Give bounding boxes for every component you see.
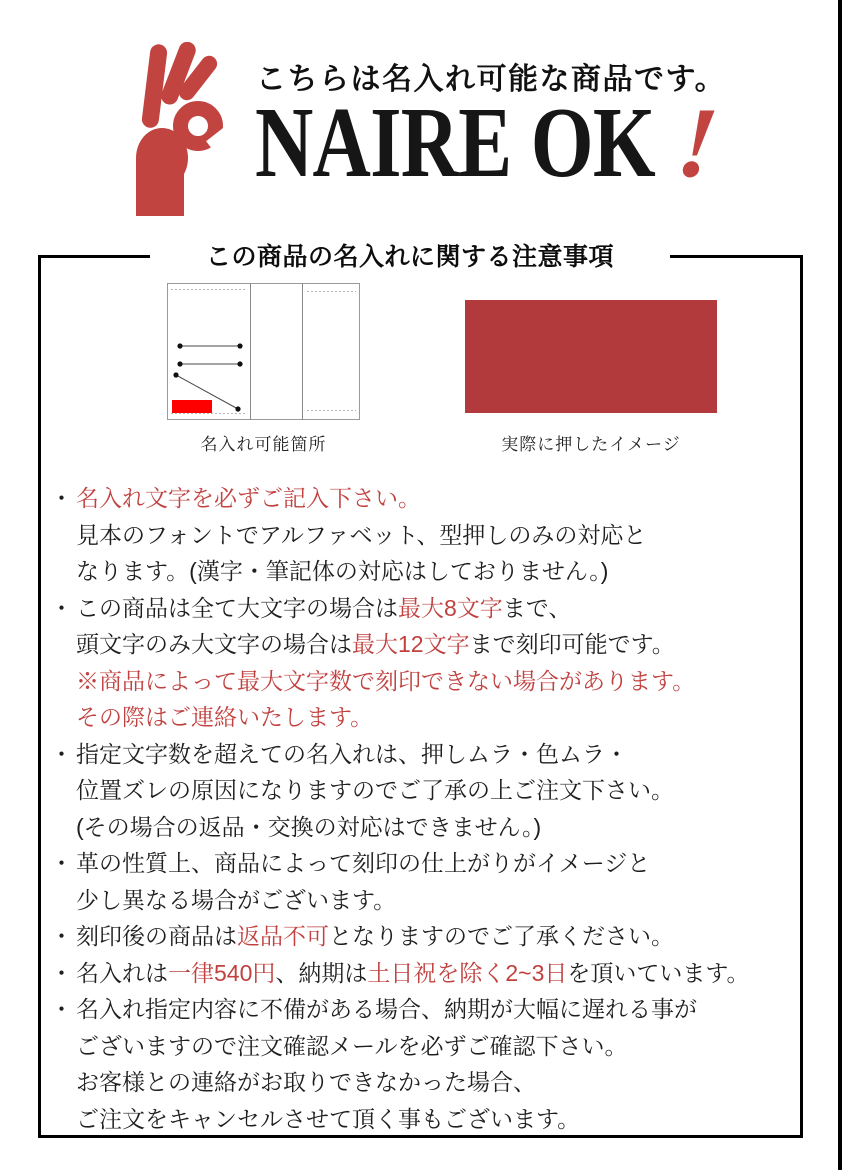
right-edge-line: [838, 0, 842, 1170]
cover-outline: [168, 284, 360, 420]
bullet-dot: ・: [50, 594, 73, 621]
text-segment: (その場合の返品・交換の対応はできません。): [76, 813, 542, 840]
bullet-dot: ・: [50, 959, 73, 986]
bullet-line: [50, 955, 798, 992]
bullet-line: [50, 480, 798, 517]
text-segment: 一律540円: [168, 959, 276, 986]
bullet-line: [50, 809, 798, 846]
notice-title: この商品の名入れに関する注意事項: [150, 239, 670, 275]
text-segment: 指定文字数を超えての名入れは、押しムラ・色ムラ・: [76, 740, 628, 767]
text-segment: 少し異なる場合がございます。: [76, 886, 397, 913]
placement-caption: 名入れ可能箇所: [200, 435, 327, 454]
text-segment: 位置ズレの原因になりますのでご了承の上ご注文下さい。: [76, 777, 674, 803]
text-segment: を頂いています。: [567, 959, 750, 986]
text-segment: 名入れ指定内容に不備がある場合、納期が大幅に遅れる事が: [76, 996, 697, 1022]
bullet-line: [50, 918, 798, 955]
bullet-dot: ・: [50, 850, 73, 876]
bullet-dot: ・: [50, 485, 73, 511]
text-segment: なります。(漢字・筆記体の対応はしておりません。): [76, 558, 609, 584]
bullet-line: [50, 1064, 798, 1101]
brand-exclamation: !: [672, 87, 723, 198]
text-segment: 最大12文字: [352, 631, 470, 657]
ok-hand-icon: [126, 42, 242, 216]
text-segment: まで、: [502, 594, 572, 621]
text-segment: ございますので注文確認メールを必ずご確認下さい。: [76, 1032, 628, 1059]
text-segment: その際はご連絡いたします。: [76, 704, 374, 730]
bullet-line: [50, 626, 798, 663]
text-segment: 見本のフォントでアルファベット、型押しのみの対応と: [76, 521, 647, 548]
placement-marker: [172, 400, 212, 413]
placement-diagram: [167, 283, 360, 420]
text-segment: となりますのでご了承ください。: [329, 923, 674, 949]
bullet-line: [50, 699, 798, 736]
bullet-dot: ・: [50, 740, 73, 767]
bullet-line: [50, 736, 798, 773]
text-segment: 名入れは: [76, 959, 168, 986]
notice-bullet-list: [50, 480, 798, 1137]
bullet-line: [50, 991, 798, 1028]
bullet-line: [50, 845, 798, 882]
bullet-line: [50, 590, 798, 627]
text-segment: 革の性質上、商品によって刻印の仕上がりがイメージと: [76, 850, 651, 876]
brand-name: NAIRE OK: [255, 86, 655, 198]
text-segment: ※商品によって最大文字数で刻印できない場合があります。: [76, 667, 696, 694]
text-segment: お客様との連絡がお取りできなかった場合、: [76, 1069, 536, 1095]
bullet-line: [50, 772, 798, 809]
text-segment: 返品不可: [237, 923, 329, 949]
bullet-line: [50, 517, 798, 554]
bullet-dot: ・: [50, 996, 73, 1022]
bullet-line: [50, 663, 798, 700]
bullet-line: [50, 1101, 798, 1138]
stamped-sample-swatch: [465, 300, 717, 413]
bullet-dot: ・: [50, 923, 73, 949]
sample-caption: 実際に押したイメージ: [501, 435, 681, 454]
text-segment: 土日祝を除く2~3日: [367, 959, 568, 986]
text-segment: 最大8文字: [398, 594, 503, 621]
bullet-line: [50, 1028, 798, 1065]
logo-tagline: こちらは名入れ可能な商品です。: [256, 63, 727, 96]
text-segment: 名入れ文字を必ずご記入下さい。: [76, 485, 421, 511]
text-segment: ご注文をキャンセルさせて頂く事もございます。: [76, 1105, 581, 1132]
text-segment: 、納期は: [275, 959, 368, 986]
text-segment: この商品は全て大文字の場合は: [76, 594, 398, 621]
text-segment: 刻印後の商品は: [76, 923, 237, 949]
text-segment: まで刻印可能です。: [469, 631, 675, 657]
text-segment: 頭文字のみ大文字の場合は: [76, 631, 352, 657]
bullet-line: [50, 553, 798, 590]
bullet-line: [50, 882, 798, 919]
